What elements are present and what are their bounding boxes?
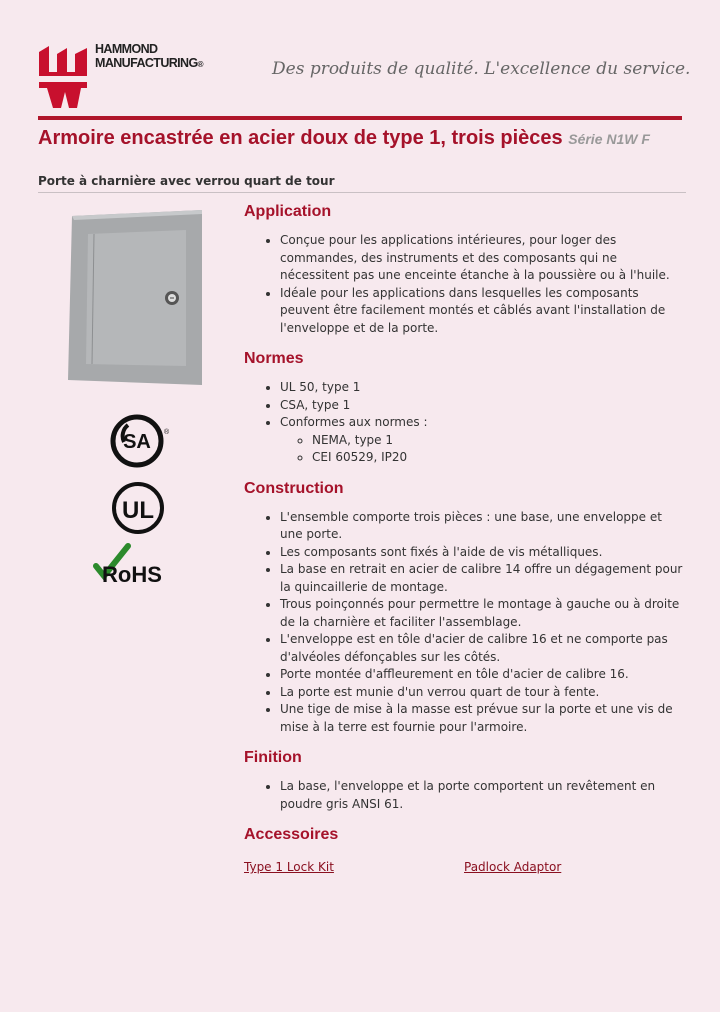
series-label: Série N1W F: [568, 131, 650, 147]
svg-text:®: ®: [164, 429, 170, 436]
list-item: • Conçue pour les applications intérieures, pour loger des commandes, des instruments et des composants qui ne nécessitent pas une enceinte étanche à la poussière ou à l'huile.: [280, 232, 684, 285]
list-item: • Conformes aux normes : ◦ NEMA, type 1 ◦ CEI 60529, IP20: [280, 414, 684, 467]
list-item: • Trous poinçonnés pour permettre le montage à gauche ou à droite de la charnière et faciliter l'assemblage.: [280, 596, 684, 631]
list-item: • UL 50, type 1: [280, 379, 684, 397]
construction-list: [244, 509, 684, 737]
svg-text:RoHS: RoHS: [102, 562, 162, 587]
section-heading-finition: Finition: [244, 749, 302, 766]
list-item: ◦ NEMA, type 1: [312, 432, 684, 450]
page-header: [0, 0, 720, 120]
page-subtitle: Porte à charnière avec verrou quart de tour: [38, 174, 335, 188]
list-item: • Une tige de mise à la masse est prévue sur la porte et une vis de mise à la terre est fournie pour l'armoire.: [280, 701, 684, 736]
normes-list: [244, 379, 684, 467]
section-heading-application: Application: [244, 203, 332, 220]
list-item: • Porte montée d'affleurement en tôle d'acier de calibre 16.: [280, 666, 684, 684]
list-item: ◦ CEI 60529, IP20: [312, 449, 684, 467]
rohs-logo-icon: [92, 540, 184, 586]
csa-logo-icon: [110, 412, 168, 470]
svg-text:SA: SA: [123, 431, 151, 453]
page-title: Armoire encastrée en acier doux de type 1, trois pièces Série N1W F: [38, 127, 650, 149]
title-divider: [38, 192, 686, 193]
padlock-adaptor-link[interactable]: Padlock Adaptor: [464, 860, 562, 874]
main-content: [244, 200, 684, 877]
enclosure-photo: [68, 210, 204, 385]
list-item: • La porte est munie d'un verrou quart de tour à fente.: [280, 684, 684, 702]
ul-logo-icon: [110, 480, 166, 536]
finition-list: [244, 778, 684, 813]
normes-sublist: [280, 432, 684, 467]
section-heading-normes: Normes: [244, 350, 304, 367]
header-divider: [38, 116, 682, 120]
list-item: • La base en retrait en acier de calibre 14 offre un dégagement pour la quincaillerie de montage.: [280, 561, 684, 596]
list-item: • La base, l'enveloppe et la porte comportent un revêtement en poudre gris ANSI 61.: [280, 778, 684, 813]
list-item: • L'enveloppe est en tôle d'acier de calibre 16 et ne comporte pas d'alvéoles défonçables sur les côtés.: [280, 631, 684, 666]
accessories-links: [244, 859, 684, 877]
application-list: [244, 232, 684, 337]
list-item: • Les composants sont fixés à l'aide de vis métalliques.: [280, 544, 684, 562]
hammond-logo-icon: [37, 42, 89, 112]
list-item: • CSA, type 1: [280, 397, 684, 415]
section-heading-accessoires: Accessoires: [244, 826, 339, 843]
brand-name: HAMMOND MANUFACTURING®: [95, 42, 203, 70]
section-heading-construction: Construction: [244, 479, 344, 497]
list-item: • Idéale pour les applications dans lesquelles les composants peuvent être facilement montés et câblés avant l'installation de l'enveloppe et de la porte.: [280, 285, 684, 338]
type1-lock-kit-link[interactable]: Type 1 Lock Kit: [244, 860, 334, 874]
tagline: Des produits de qualité. L'excellence du service.: [272, 59, 691, 79]
svg-text:UL: UL: [122, 497, 154, 524]
list-item: • L'ensemble comporte trois pièces : une base, une enveloppe et une porte.: [280, 509, 684, 544]
